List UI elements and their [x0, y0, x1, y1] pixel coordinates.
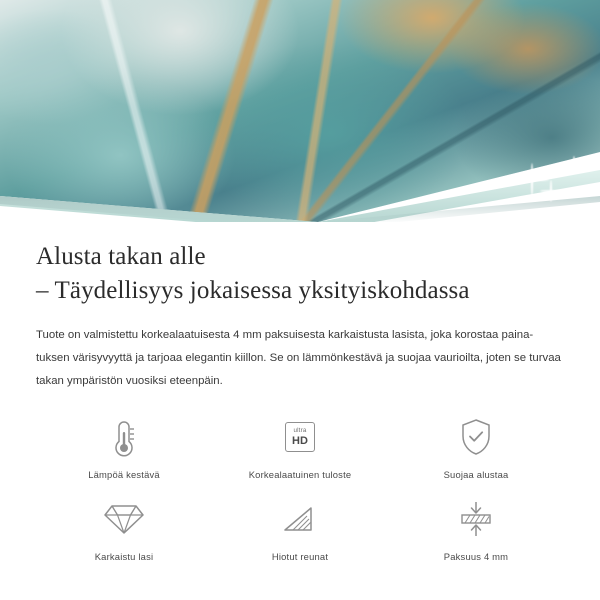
ultra-hd-badge-bottom: HD [292, 434, 308, 447]
feature-grid [36, 414, 564, 562]
polished-edges-icon [281, 496, 319, 542]
shield-check-icon [458, 414, 494, 460]
thermometer-icon [107, 414, 141, 460]
page-title [36, 240, 564, 308]
feature-label: Karkaistu lasi [94, 551, 154, 563]
feature-item [388, 496, 564, 562]
feature-label: Korkealaatuinen tuloste [248, 469, 352, 481]
diamond-icon [103, 496, 145, 542]
headline-line-2: – Täydellisyys jokaisessa yksityiskohdassa [36, 277, 470, 304]
feature-item [212, 414, 388, 480]
ultra-hd-icon [285, 414, 315, 460]
hero-product-image [0, 0, 600, 222]
feature-label: Suojaa alustaa [443, 469, 509, 481]
headline-line-1: Alusta takan alle [36, 243, 206, 270]
feature-item [36, 496, 212, 562]
feature-item [388, 414, 564, 480]
thickness-icon [457, 496, 495, 542]
feature-label: Lämpöä kestävä [88, 469, 160, 481]
content-area [0, 240, 600, 562]
feature-label: Hiotut reunat [271, 551, 329, 563]
feature-item [36, 414, 212, 480]
body-text: Tuote on valmistettu korkealaatuisesta 4 mm paksuisesta karkaistusta lasista, joka korostaa paina-tuksen värisyvyyttä ja tarjoaa elegantin kiillon. Se on lämmönkestävä ja suojaa vaurioilta, joten se turvaa takan ympäristön vuosiksi eteenpäin. [36, 329, 561, 387]
ultra-hd-badge-top: ultra [293, 427, 307, 435]
feature-label: Paksuus 4 mm [443, 551, 509, 563]
feature-item [212, 496, 388, 562]
